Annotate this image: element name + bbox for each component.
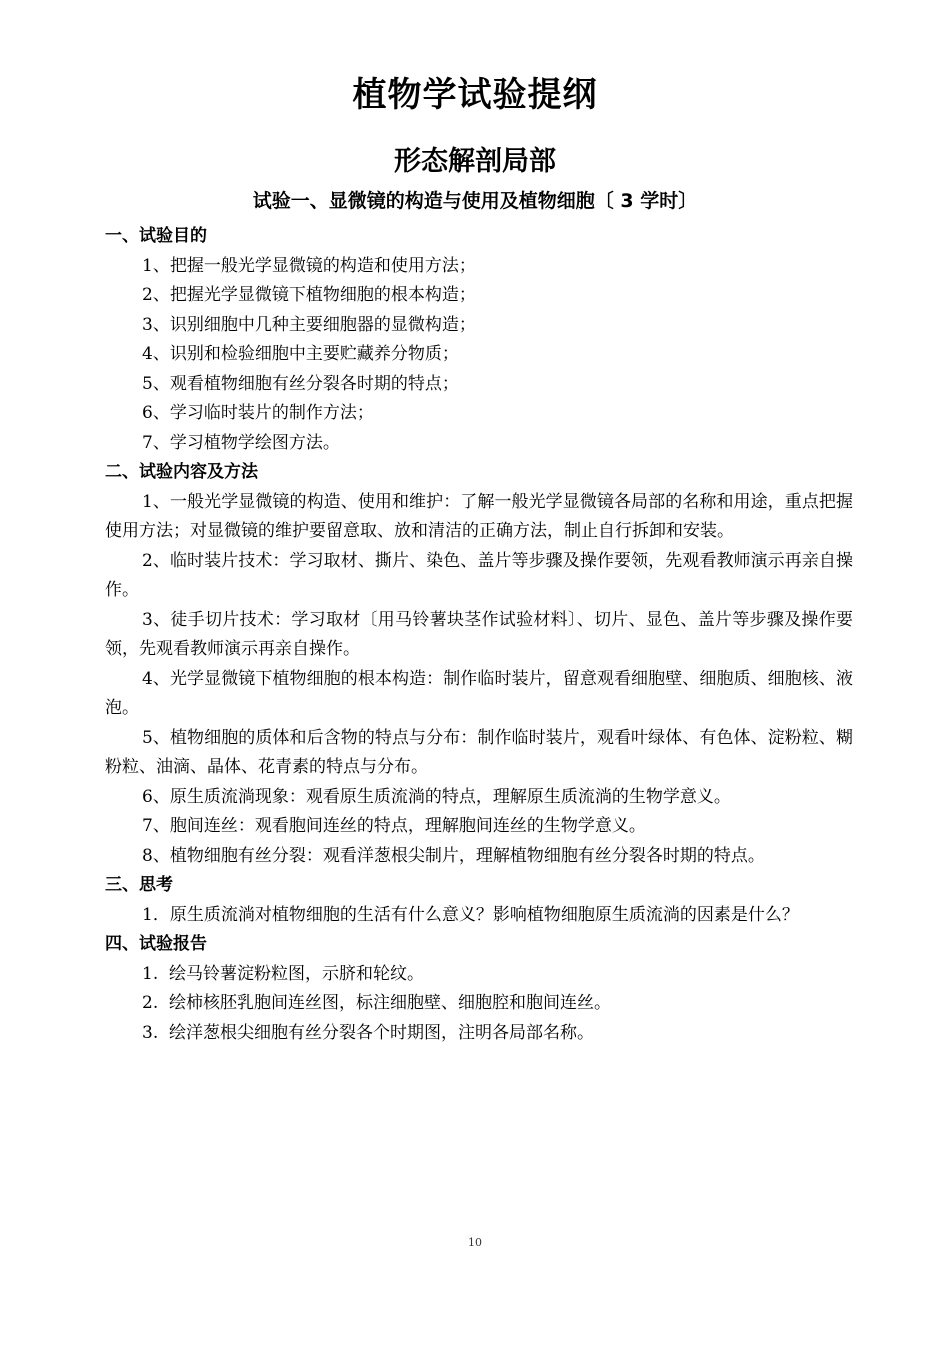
content-paragraph: 1、一般光学显微镜的构造、使用和维护：了解一般光学显微镜各局部的名称和用途，重点把握使用方法；对显微镜的维护要留意取、放和清洁的正确方法，制止自行拆卸和安装。	[105, 491, 853, 541]
content-paragraph: 3、徒手切片技术：学习取材〔用马铃薯块茎作试验材料〕、切片、显色、盖片等步骤及操作要领，先观看教师演示再亲自操作。	[105, 609, 853, 659]
objective-item: 6、学习临时装片的制作方法；	[142, 403, 374, 423]
content-paragraph: 2、临时装片技术：学习取材、撕片、染色、盖片等步骤及操作要领，先观看教师演示再亲自操作。	[105, 550, 853, 600]
report-item: 1. 绘马铃薯淀粉粒图，示脐和轮纹。	[142, 963, 425, 984]
page-number: 10	[468, 1236, 482, 1249]
content-paragraph: 5、植物细胞的质体和后含物的特点与分布：制作临时装片，观看叶绿体、有色体、淀粉粒、糊粉粒、油滴、晶体、花青素的特点与分布。	[105, 727, 853, 777]
objective-item: 1、把握一般光学显微镜的构造和使用方法；	[142, 255, 476, 276]
thinking-heading: 三、思考	[105, 875, 173, 895]
experiment-title: 试验一、显微镜的构造与使用及植物细胞〔 3 学时〕	[252, 190, 698, 212]
content-heading: 二、试验内容及方法	[105, 462, 258, 482]
section-subtitle: 形态解剖局部	[394, 146, 556, 177]
content-paragraph: 6、原生质流淌现象：观看原生质流淌的特点，理解原生质流淌的生物学意义。	[142, 786, 731, 807]
content-paragraph: 4、光学显微镜下植物细胞的根本构造：制作临时装片，留意观看细胞壁、细胞质、细胞核、液泡。	[105, 668, 853, 718]
objective-item: 3、识别细胞中几种主要细胞器的显微构造；	[142, 314, 476, 335]
objective-item: 4、识别和检验细胞中主要贮藏养分物质；	[142, 344, 459, 364]
objective-item: 7、学习植物学绘图方法。	[142, 432, 340, 453]
objective-item: 5、观看植物细胞有丝分裂各时期的特点；	[142, 373, 459, 394]
content-paragraph: 7、胞间连丝：观看胞间连丝的特点，理解胞间连丝的生物学意义。	[142, 816, 646, 836]
report-item: 3. 绘洋葱根尖细胞有丝分裂各个时期图，注明各局部名称。	[142, 1022, 595, 1043]
content-paragraph: 8、植物细胞有丝分裂：观看洋葱根尖制片，理解植物细胞有丝分裂各时期的特点。	[142, 845, 765, 866]
document-title: 植物学试验提纲	[352, 75, 598, 115]
objective-item: 2、把握光学显微镜下植物细胞的根本构造；	[142, 285, 476, 305]
question-text: 原生质流淌对植物细胞的生活有什么意义？影响植物细胞原生质流淌的因素是什么？	[169, 904, 799, 925]
report-item: 2. 绘柿核胚乳胞间连丝图，标注细胞壁、细胞腔和胞间连丝。	[142, 993, 612, 1013]
thinking-question	[105, 901, 853, 931]
question-number: 1．	[142, 904, 170, 925]
objectives-heading: 一、试验目的	[105, 226, 207, 246]
report-heading: 四、试验报告	[105, 934, 207, 954]
document-body	[105, 222, 853, 1048]
